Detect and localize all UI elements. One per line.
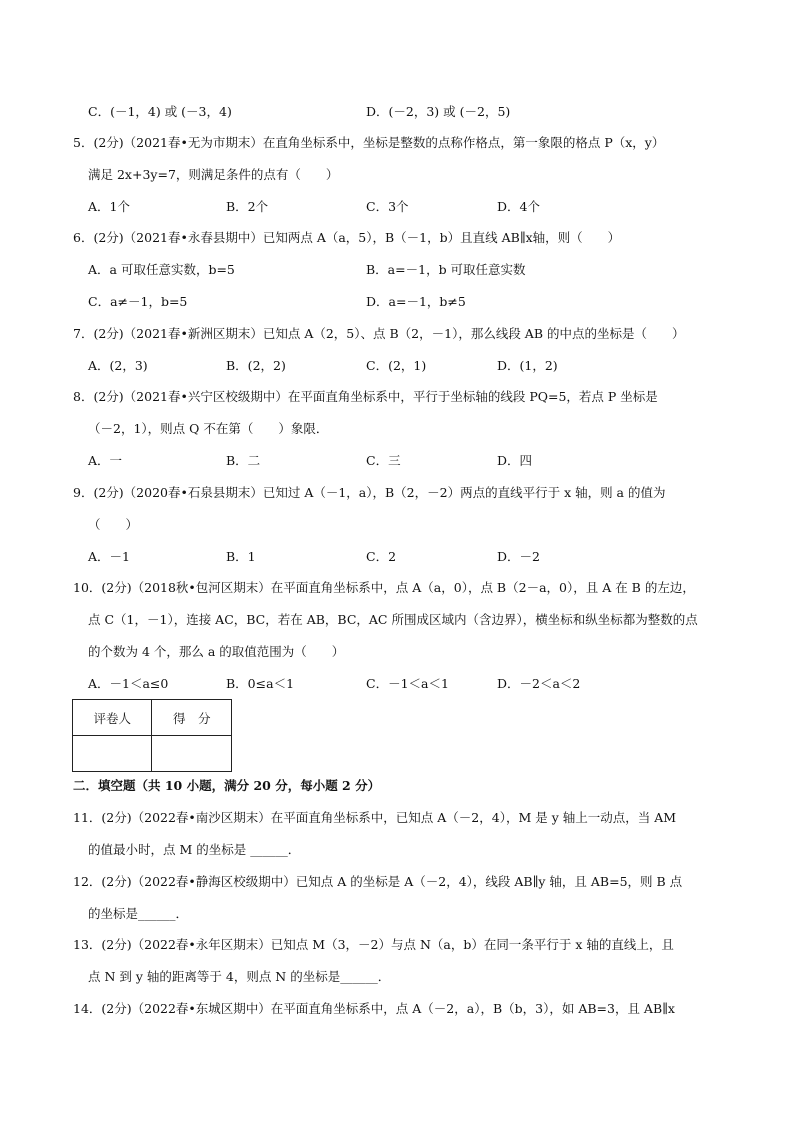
q9-option-a: A．－1 bbox=[88, 549, 130, 564]
q12-stem-line2: 的坐标是______． bbox=[88, 906, 189, 921]
q11-stem-line2: 的值最小时，点 M 的坐标是 ______． bbox=[88, 842, 301, 857]
q6-option-c: C．a≠－1，b=5 bbox=[88, 294, 188, 309]
q7-option-c: C．(2，1) bbox=[366, 358, 427, 373]
reviewer-cell[interactable] bbox=[73, 736, 152, 772]
q5-option-d: D．4个 bbox=[497, 199, 540, 214]
q10-option-d: D．－2＜a＜2 bbox=[497, 676, 581, 691]
q9-stem-line1: 9．(2分)（2020春•石泉县期末）已知过 A（－1，a），B（2，－2）两点的直线平行于 x 轴，则 a 的值为 bbox=[73, 485, 666, 500]
score-cell[interactable] bbox=[152, 736, 232, 772]
q9-option-b: B．1 bbox=[226, 549, 256, 564]
q5-option-c: C．3个 bbox=[366, 199, 409, 214]
q8-option-d: D．四 bbox=[497, 453, 533, 468]
q10-option-b: B．0≤a＜1 bbox=[226, 676, 295, 691]
q8-stem-line1: 8．(2分)（2021春•兴宁区校级期中）在平面直角坐标系中，平行于坐标轴的线段 PQ=5，若点 P 坐标是 bbox=[73, 389, 658, 404]
q10-option-c: C．－1＜a＜1 bbox=[366, 676, 449, 691]
q7-option-a: A．(2，3) bbox=[88, 358, 148, 373]
q9-option-d: D．－2 bbox=[497, 549, 540, 564]
q5-option-b: B．2个 bbox=[226, 199, 269, 214]
q14-stem-line1: 14．(2分)（2022春•东城区期中）在平面直角坐标系中，点 A（－2，a），B（b，3），如 AB=3，且 AB∥x bbox=[73, 1001, 675, 1016]
q5-stem-line2: 满足 2x+3y=7，则满足条件的点有（ ） bbox=[88, 167, 339, 182]
q5-stem-line1: 5．(2分)（2021春•无为市期末）在直角坐标系中，坐标是整数的点称作格点，第一象限的格点 P（x，y） bbox=[73, 135, 665, 150]
q11-stem-line1: 11．(2分)（2022春•南沙区期末）在平面直角坐标系中，已知点 A（－2，4），M 是 y 轴上一动点，当 AM bbox=[73, 810, 677, 825]
reviewer-header: 评卷人 bbox=[73, 700, 152, 736]
q13-stem-line2: 点 N 到 y 轴的距离等于 4，则点 N 的坐标是______． bbox=[88, 969, 391, 984]
q4-option-d: D．(－2，3) 或 (－2，5) bbox=[366, 104, 511, 119]
q5-option-a: A．1个 bbox=[88, 199, 130, 214]
q13-stem-line1: 13．(2分)（2022春•永年区期末）已知点 M（3，－2）与点 N（a，b）在同一条平行于 x 轴的直线上，且 bbox=[73, 937, 674, 952]
q6-stem-line1: 6．(2分)（2021春•永春县期中）已知两点 A（a，5），B（－1，b）且直线 AB∥x轴，则（ ） bbox=[73, 230, 621, 245]
q4-option-c: C．(－1，4) 或 (－3，4) bbox=[88, 104, 232, 119]
q7-option-d: D．(1，2) bbox=[497, 358, 558, 373]
q8-option-c: C．三 bbox=[366, 453, 401, 468]
q10-stem-line3: 的个数为 4 个，那么 a 的取值范围为（ ） bbox=[88, 644, 345, 659]
q6-option-a: A．a 可取任意实数，b=5 bbox=[88, 262, 235, 277]
q9-stem-line2: （ ） bbox=[88, 517, 139, 532]
q10-stem-line1: 10．(2分)（2018秋•包河区期末）在平面直角坐标系中，点 A（a，0），点 B（2－a，0），且 A 在 B 的左边， bbox=[73, 580, 695, 595]
q8-option-a: A．一 bbox=[88, 453, 123, 468]
section2-title: 二．填空题（共 10 小题，满分 20 分，每小题 2 分） bbox=[73, 778, 381, 793]
q10-option-a: A．－1＜a≤0 bbox=[88, 676, 169, 691]
q7-option-b: B．(2，2) bbox=[226, 358, 286, 373]
q10-stem-line2: 点 C（1，－1），连接 AC，BC，若在 AB，BC，AC 所围成区域内（含边界），横坐标和纵坐标都为整数的点 bbox=[88, 612, 698, 627]
score-header: 得 分 bbox=[152, 700, 232, 736]
q6-option-b: B．a=－1，b 可取任意实数 bbox=[366, 262, 526, 277]
q7-stem-line1: 7．(2分)（2021春•新洲区期末）已知点 A（2，5）、点 B（2，－1），那么线段 AB 的中点的坐标是（ ） bbox=[73, 326, 685, 341]
q12-stem-line1: 12．(2分)（2022春•静海区校级期中）已知点 A 的坐标是 A（－2，4），线段 AB∥y 轴，且 AB=5，则 B 点 bbox=[73, 874, 683, 889]
q8-option-b: B．二 bbox=[226, 453, 261, 468]
score-table bbox=[72, 699, 232, 772]
q8-stem-line2: （－2，1），则点 Q 不在第（ ）象限． bbox=[88, 421, 329, 436]
q6-option-d: D．a=－1，b≠5 bbox=[366, 294, 466, 309]
q9-option-c: C．2 bbox=[366, 549, 397, 564]
